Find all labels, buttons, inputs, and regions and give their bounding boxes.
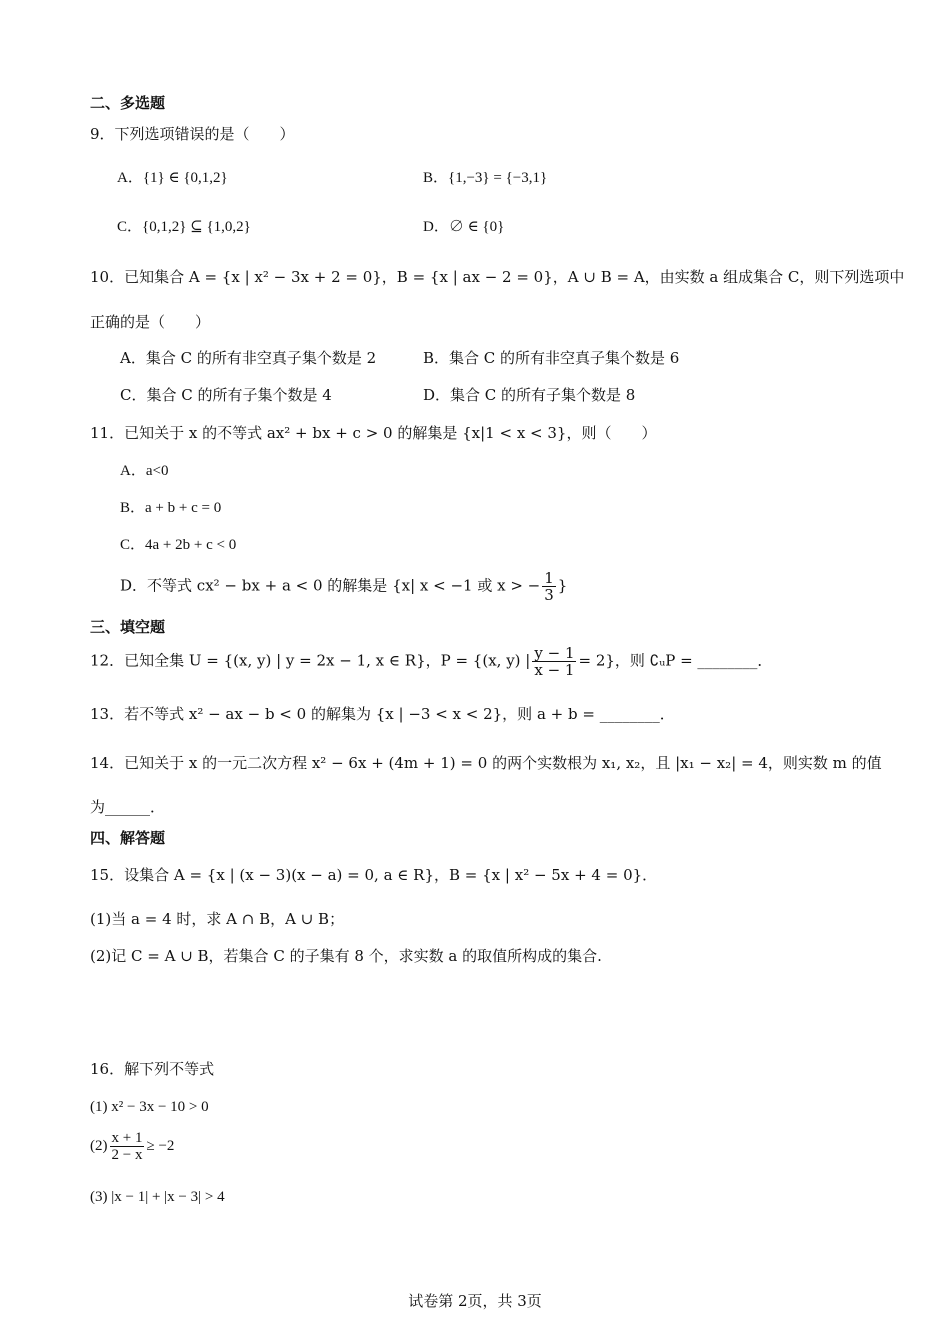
question-10-option-b: B．集合 C 的所有非空真子集个数是 6 [423, 349, 680, 367]
question-9-stem: 9．下列选项错误的是（ ） [90, 125, 295, 143]
question-15-stem: 15．设集合 A = {x | (x − 3)(x − a) = 0, a ∈ R}，B = {x | x² − 5x + 4 = 0}． [90, 866, 658, 884]
question-11-option-a: A．a<0 [120, 463, 169, 479]
page-footer: 试卷第 2页，共 3页 [408, 1292, 542, 1310]
section-heading-answer: 四、解答题 [90, 829, 166, 847]
fraction-denominator: x − 1 [534, 661, 575, 679]
question-10-option-c: C．集合 C 的所有子集个数是 4 [120, 386, 332, 404]
question-16-stem: 16．解下列不等式 [90, 1060, 215, 1078]
fraction [532, 645, 576, 678]
question-11-option-d-close: } [557, 576, 568, 595]
question-10-stem: 10．已知集合 A = {x | x² − 3x + 2 = 0}，B = {x | ax − 2 = 0}，A ∪ B = A，由实数 a 组成集合 C，则下列选项中 [90, 268, 905, 286]
question-14: 14．已知关于 x 的一元二次方程 x² − 6x + (4m + 1) = 0 的两个实数根为 x₁, x₂，且 |x₁ − x₂| = 4，则实数 m 的值 [90, 754, 882, 772]
fraction [542, 570, 556, 603]
fraction-numerator: 1 [544, 569, 554, 587]
question-12-tail: = 2}，则 ∁ᵤP = ________． [578, 651, 773, 670]
question-11-stem: 11．已知关于 x 的不等式 ax² + bx + c > 0 的解集是 {x|1 < x < 3}，则（ ） [90, 424, 657, 442]
fraction-denominator: 2 − x [111, 1147, 143, 1163]
question-16-part-2-tail: ≥ −2 [146, 1137, 175, 1154]
fraction-denominator: 3 [544, 586, 554, 604]
question-10-stem-continued: 正确的是（ ） [90, 313, 211, 331]
question-9-option-b: B．{1,−3} = {−3,1} [423, 170, 548, 186]
question-9-option-c: C．{0,1,2} ⊆ {1,0,2} [117, 219, 251, 235]
fraction-numerator: y − 1 [534, 644, 575, 662]
question-11-option-d-text: D．不等式 cx² − bx + a < 0 的解集是 {x| x < −1 或 x > − [120, 576, 541, 595]
question-15-part-1: (1)当 a = 4 时，求 A ∩ B，A ∪ B； [90, 910, 345, 928]
question-14-continued: 为______． [90, 798, 166, 816]
question-11-option-c: C．4a + 2b + c < 0 [120, 537, 237, 553]
question-11-option-d [120, 570, 567, 603]
question-10-option-a: A．集合 C 的所有非空真子集个数是 2 [120, 349, 377, 367]
section-heading-multi-choice: 二、多选题 [90, 94, 166, 112]
question-9-option-a: A．{1} ∈ {0,1,2} [117, 170, 228, 186]
question-13: 13．若不等式 x² − ax − b < 0 的解集为 {x | −3 < x < 2}，则 a + b = ________． [90, 705, 675, 723]
question-16-part-3: (3) |x − 1| + |x − 3| > 4 [90, 1189, 225, 1205]
question-11-option-b: B．a + b + c = 0 [120, 500, 222, 516]
question-16-part-2 [90, 1130, 174, 1163]
question-9-option-d: D．∅ ∈ {0} [423, 219, 505, 235]
section-heading-fill-blank: 三、填空题 [90, 618, 166, 636]
question-10-option-d: D．集合 C 的所有子集个数是 8 [423, 386, 636, 404]
question-12 [90, 645, 772, 678]
question-15-part-2: (2)记 C = A ∪ B，若集合 C 的子集有 8 个，求实数 a 的取值所构成的集合. [90, 947, 602, 965]
fraction-numerator: x + 1 [111, 1130, 143, 1146]
fraction [110, 1130, 145, 1163]
question-16-part-1: (1) x² − 3x − 10 > 0 [90, 1099, 209, 1115]
question-12-text: 12．已知全集 U = {(x, y) | y = 2x − 1, x ∈ R}，P = {(x, y) | [90, 651, 531, 670]
question-16-part-2-label: (2) [90, 1137, 108, 1154]
